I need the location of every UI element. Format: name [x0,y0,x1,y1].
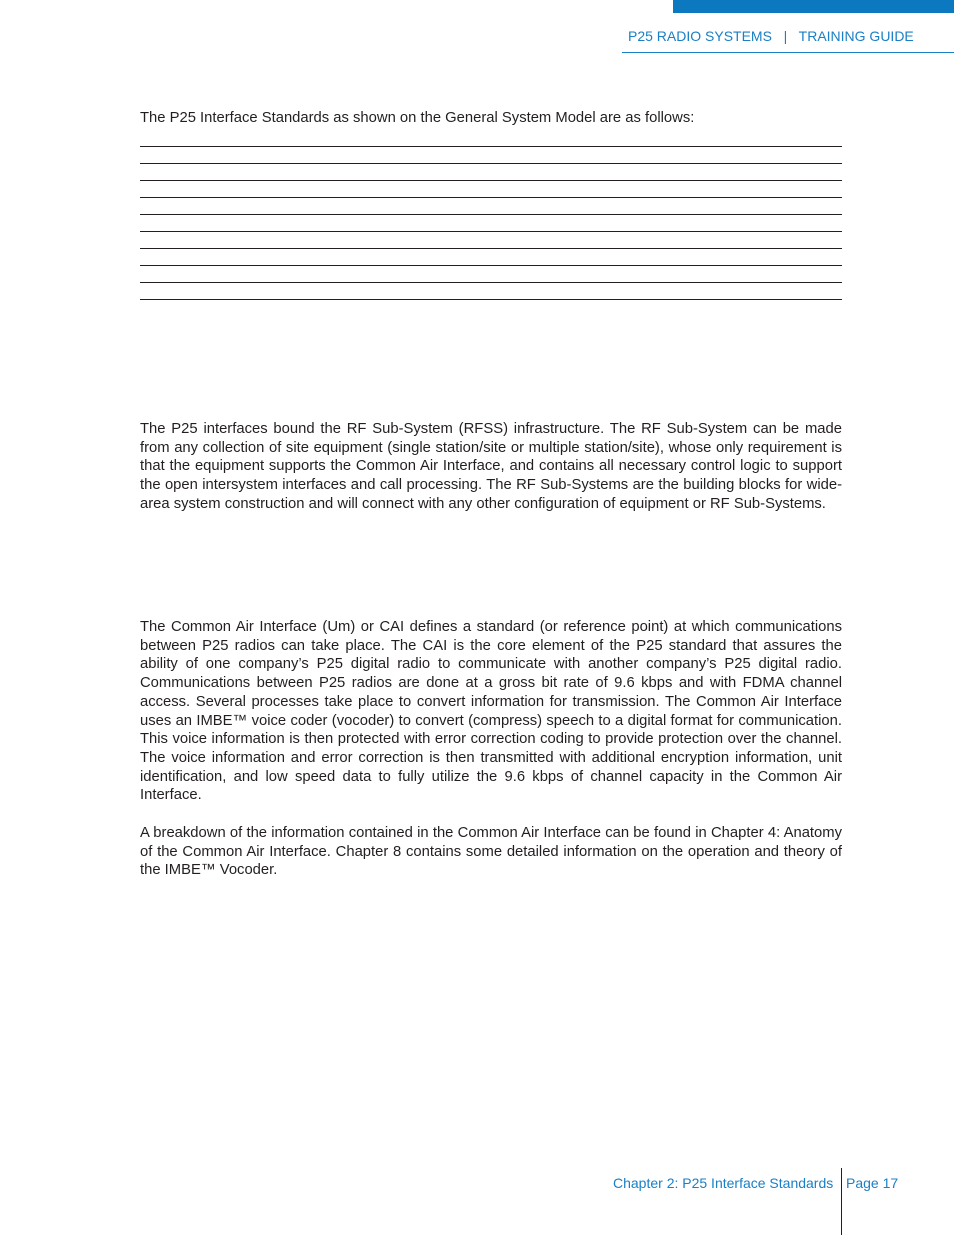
blank-line [140,214,842,215]
rfss-paragraph: The P25 interfaces bound the RF Sub-System (RFSS) infrastructure. The RF Sub-System can be made from any collection of site equipment (single station/site or multiple station/site), whose only requirement is that the equipment supports the Common Air Interface, and contains all necessary control logic to support the open intersystem interfaces and call processing. The RF Sub-Systems are the building blocks for wide-area system construction and will connect with any other configuration of equipment or RF Sub-Systems. [140,421,842,512]
breakdown-paragraph: A breakdown of the information contained in the Common Air Interface can be found in Chapter 4: Anatomy of the Common Air Interface. Chapter 8 contains some detailed information on the operation and theory of the IMBE™ Vocoder. [140,825,842,879]
blank-line [140,163,842,164]
blank-line [140,231,842,232]
header-rule [622,52,954,53]
cai-paragraph: The Common Air Interface (Um) or CAI defines a standard (or reference point) at which communications between P25 radios can take place. The CAI is the core element of the P25 standard that assures the ability of one company’s P25 digital radio to communicate with another company’s P25 digital radio. Communications between P25 radios are done at a gross bit rate of 9.6 kbps and with FDMA channel access. Several processes take place to convert information for transmission. The Common Air Interface uses an IMBE™ voice coder (vocoder) to convert (compress) speech to a digital format for communication. This voice information is then protected with error correction coding to provide protection over the channel. The voice information and error correction is then transmitted with additional encryption information, unit identification, and low speed data to fully utilize the 9.6 kbps of channel capacity in the Common Air Interface. [140,619,842,804]
blank-line [140,282,842,283]
blank-line [140,180,842,181]
footer-chapter: Chapter 2: P25 Interface Standards [613,1175,834,1191]
blank-line [140,248,842,249]
blank-line [140,146,842,147]
blank-line [140,299,842,300]
blank-lines [140,146,842,316]
running-header: P25 RADIO SYSTEMS | TRAINING GUIDE [628,28,914,44]
blank-line [140,265,842,266]
intro-paragraph: The P25 Interface Standards as shown on the General System Model are as follows: [140,110,695,126]
page-number: Page 17 [846,1175,899,1191]
header-accent-bar [673,0,954,13]
blank-line [140,197,842,198]
footer-divider [841,1168,842,1235]
